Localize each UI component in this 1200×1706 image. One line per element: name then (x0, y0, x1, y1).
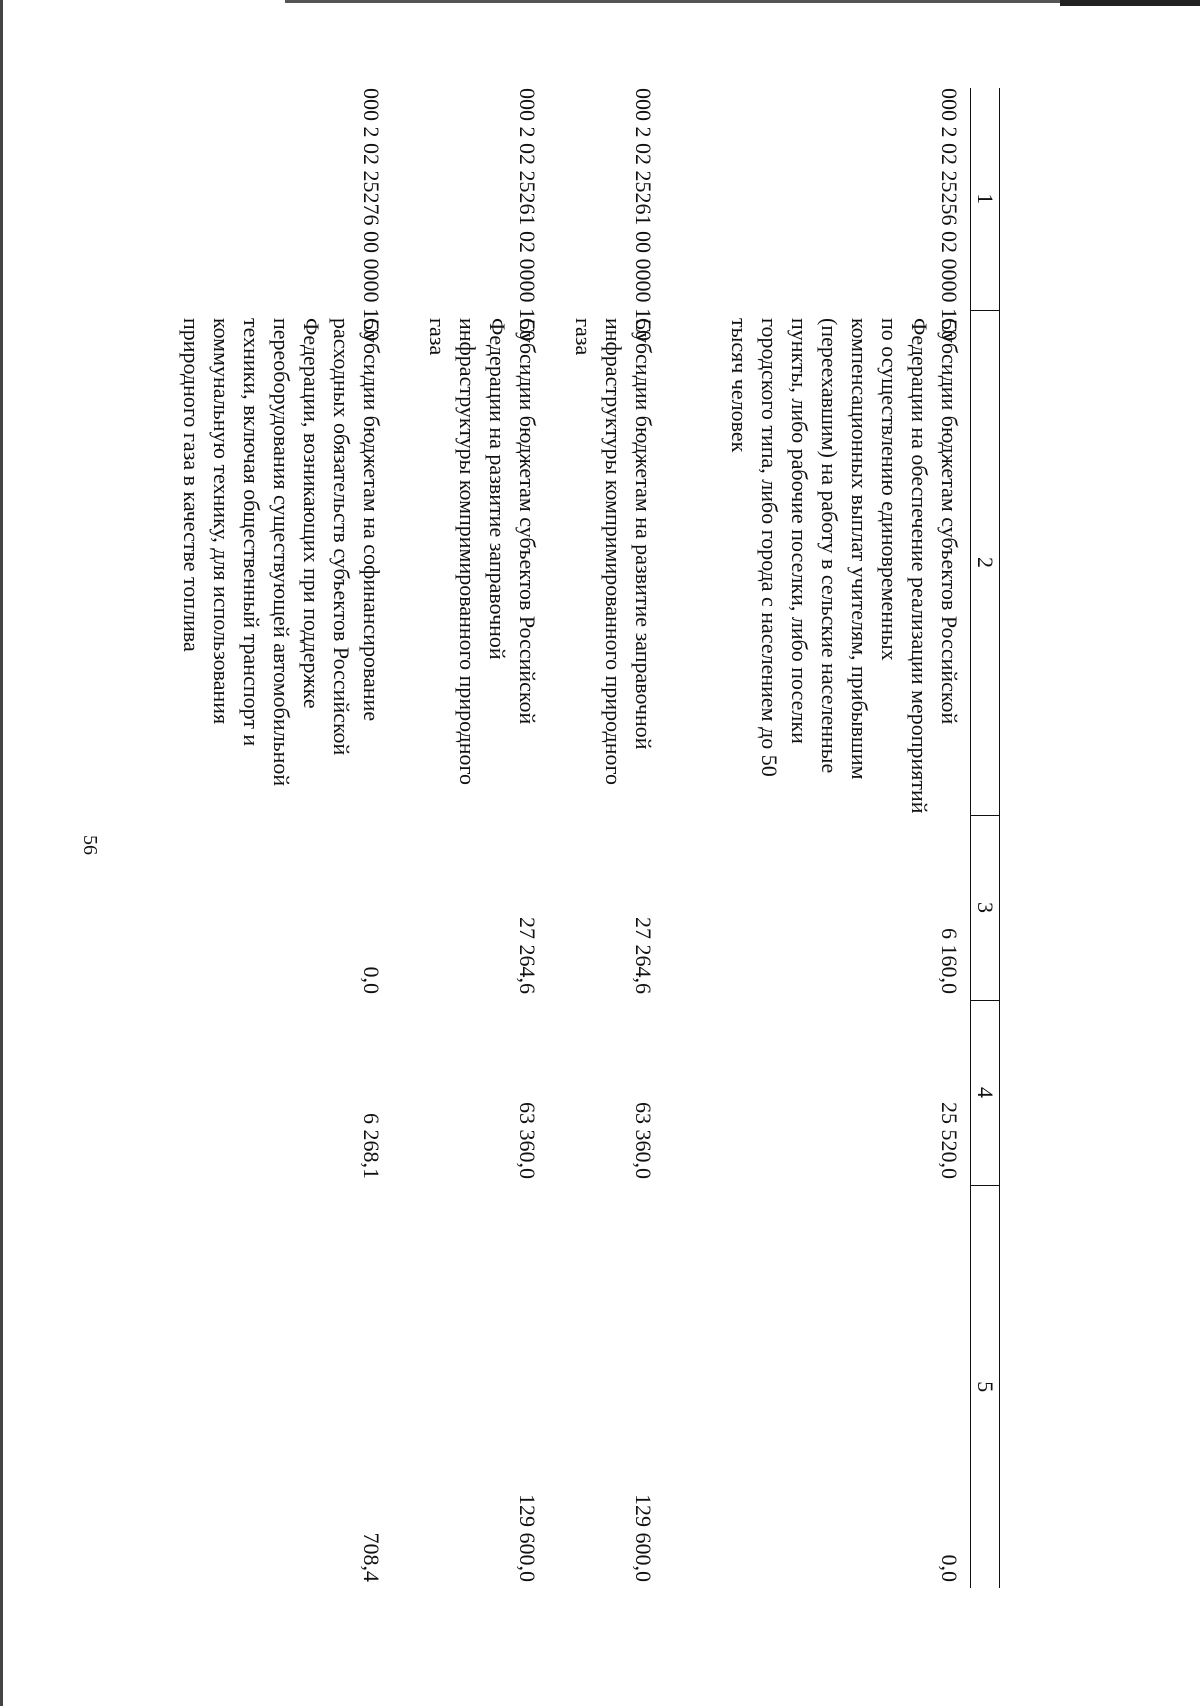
budget-code: 000 2 02 25261 02 0000 150 (515, 88, 540, 341)
scan-edge (1060, 0, 1200, 6)
value-col3: 6 160,0 (937, 928, 962, 994)
page-number: 56 (79, 835, 101, 855)
value-col3: 27 264,6 (515, 917, 540, 994)
column-header: 3 (971, 815, 1000, 1000)
table-row (392, 88, 548, 1588)
column-header: 2 (971, 310, 1000, 815)
value-col4: 63 360,0 (515, 1102, 540, 1179)
table-row (106, 88, 392, 1588)
value-col5: 0,0 (937, 1554, 962, 1582)
budget-code: 000 2 02 25256 02 0000 150 (937, 88, 962, 341)
value-col3: 0,0 (359, 966, 384, 994)
column-header: 4 (971, 1000, 1000, 1185)
column-header: 5 (971, 1185, 1000, 1588)
rotated-table-container (130, 88, 1000, 1588)
budget-table (106, 88, 1000, 1588)
value-col4: 25 520,0 (937, 1102, 962, 1179)
description: Субсидии бюджетам на софинансирование расходных обязательств субъектов Российской Федерации, возникающих при поддержке переоборудования существующей автомобильной техники, включая общественный транспорт и коммунальную технику, для использования природного газа в качестве топлива (179, 318, 384, 787)
scan-edge (0, 0, 3, 1706)
description: Субсидии бюджетам субъектов Российской Федерации на обеспечение реализации мероприятий по осуществлению единовременных компенсационных выплат учителям, прибывшим (переехавшим) на работу в сельские населенные пункты, либо рабочие поселки, либо поселки городского типа, либо города с населением до 50 тысяч человек (727, 318, 962, 814)
value-col4: 6 268,1 (359, 1113, 384, 1179)
budget-code: 000 2 02 25261 00 0000 150 (631, 88, 656, 341)
description: Субсидии бюджетам на развитие заправочной инфраструктуры компримированного природного газа (571, 318, 656, 785)
value-col5: 129 600,0 (631, 1494, 656, 1582)
value-col5: 708,4 (359, 1532, 384, 1582)
value-col3: 27 264,6 (631, 917, 656, 994)
column-header: 1 (971, 88, 1000, 310)
description: Субсидии бюджетам субъектов Российской Федерации на развитие заправочной инфраструктуры компримированного природного газа (425, 318, 540, 785)
value-col4: 63 360,0 (631, 1102, 656, 1179)
table-row (548, 88, 664, 1588)
table-header-row (971, 88, 1000, 1588)
table-row (664, 88, 971, 1588)
value-col5: 129 600,0 (515, 1494, 540, 1582)
budget-code: 000 2 02 25276 00 0000 150 (359, 88, 384, 341)
